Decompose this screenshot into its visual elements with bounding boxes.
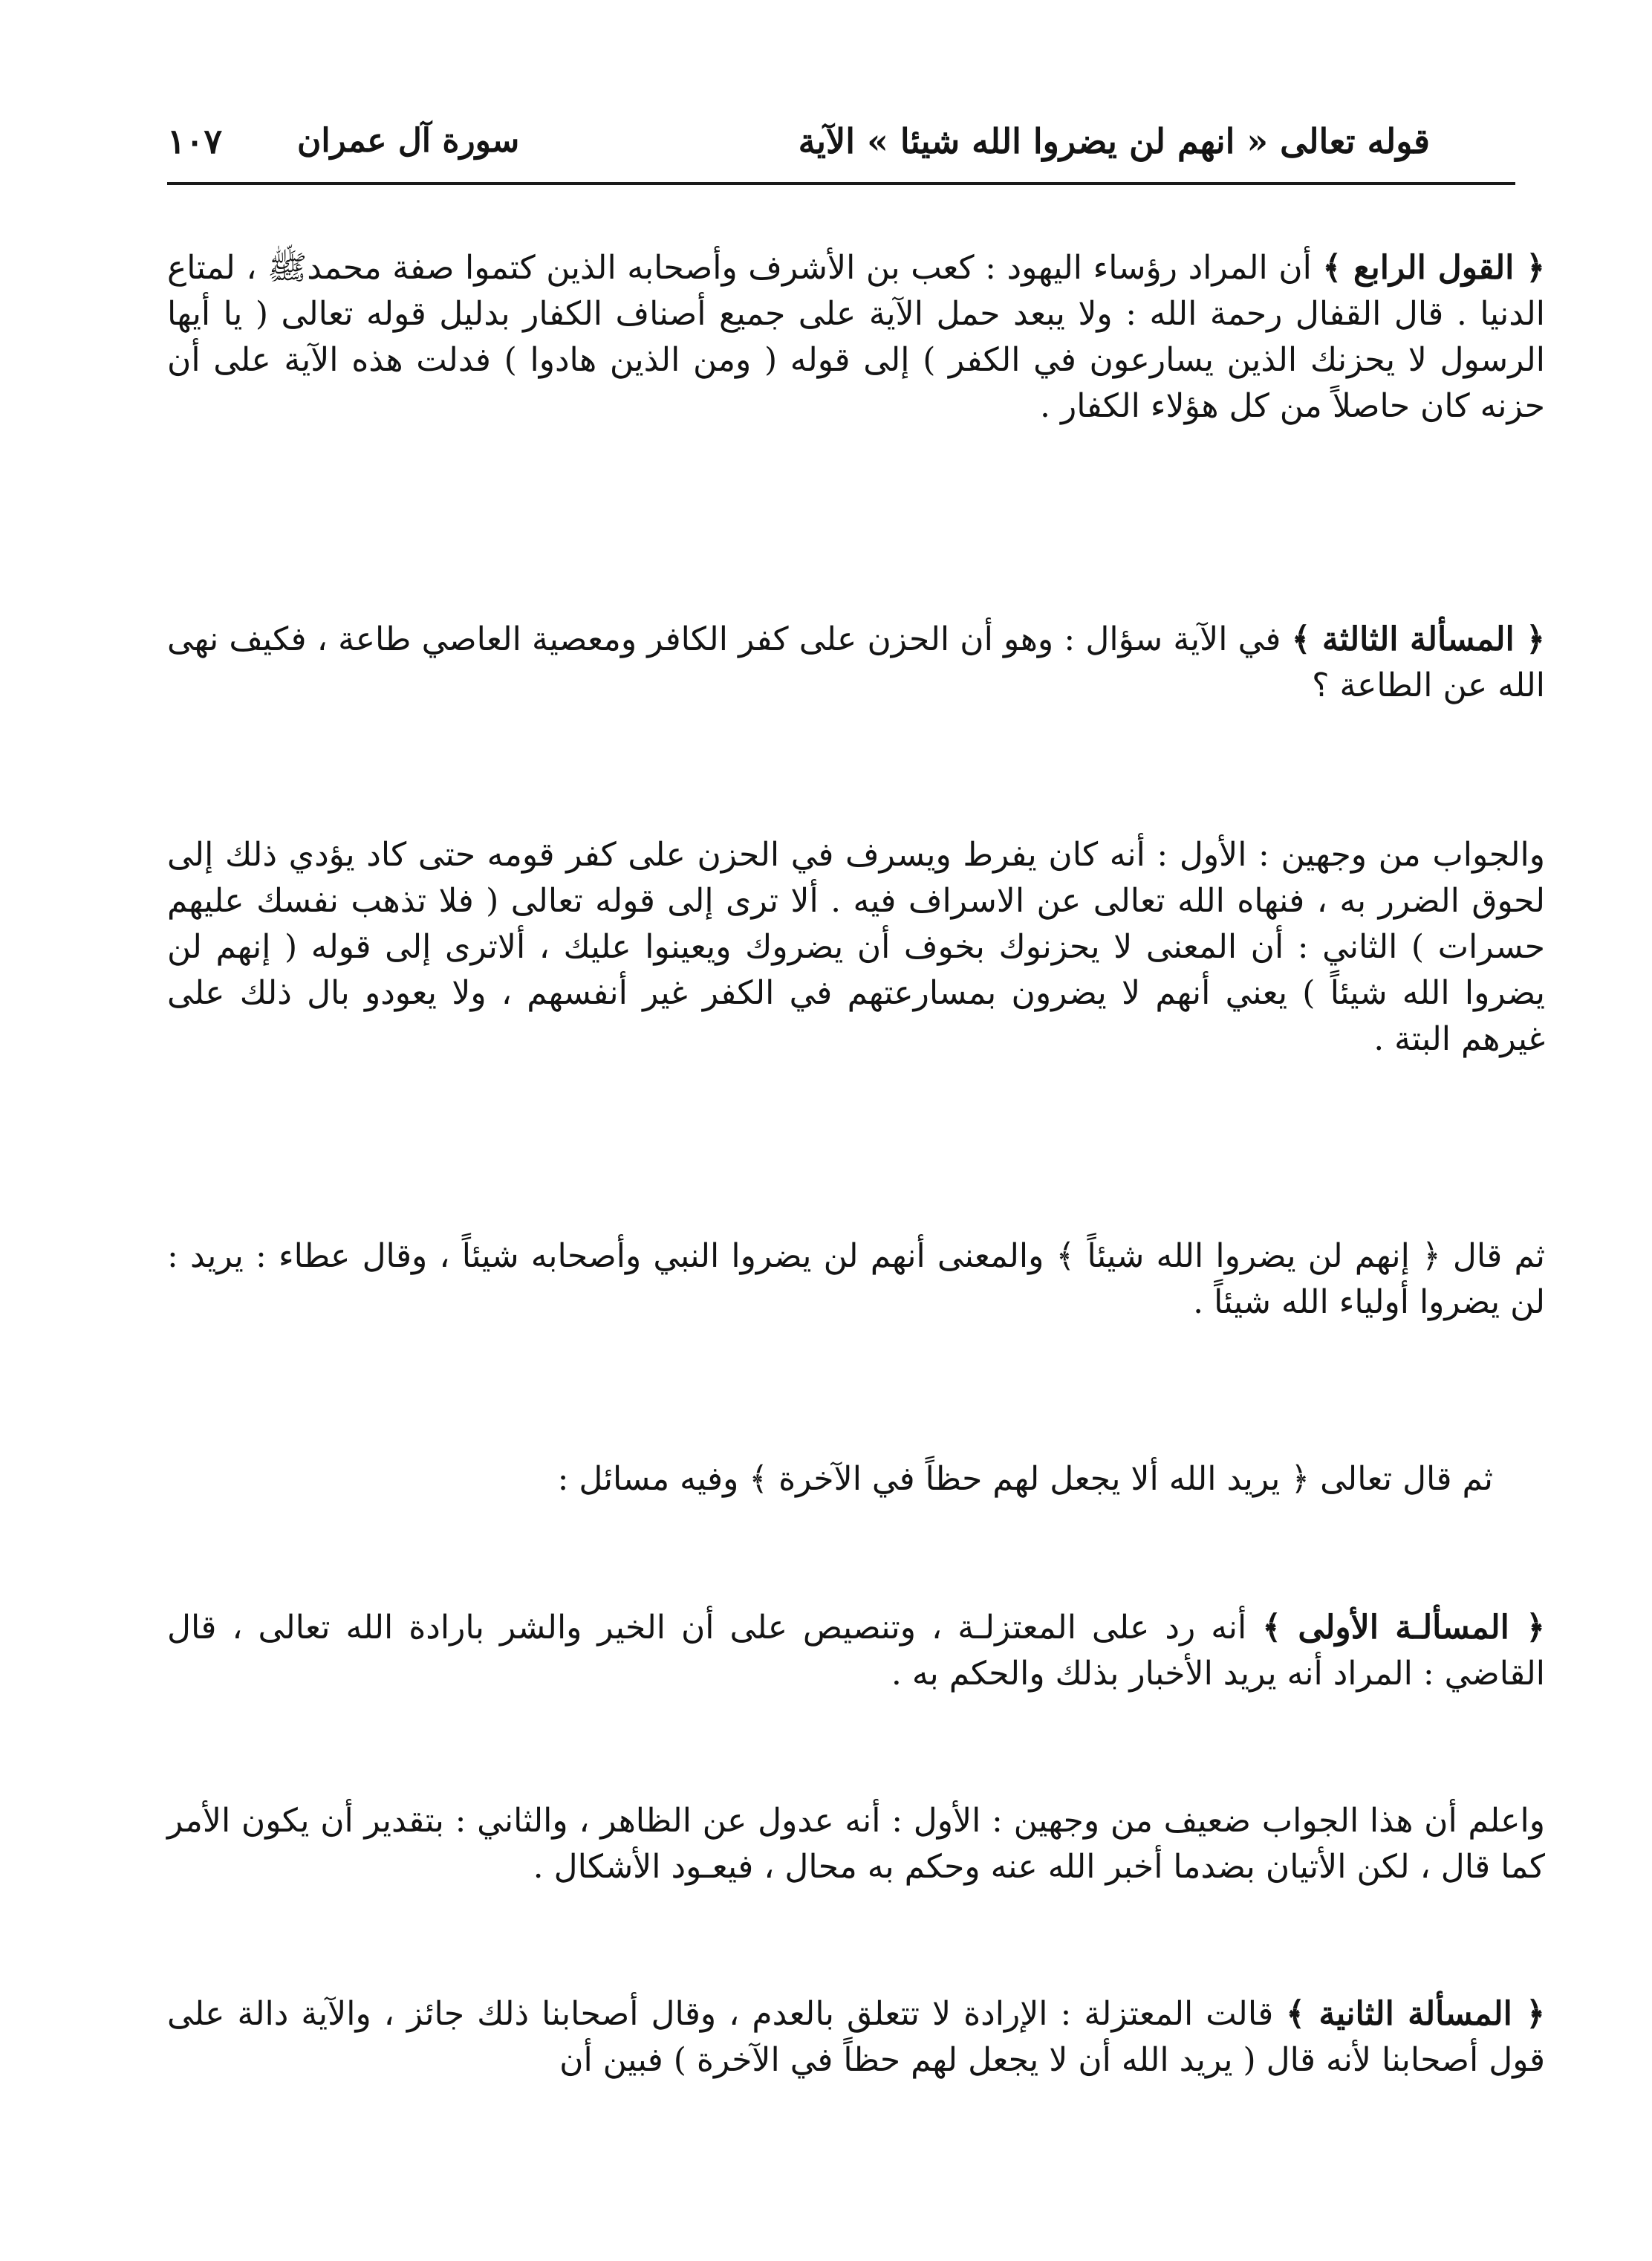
section-heading: ﴿ المسألة الثانية ﴾	[1286, 1995, 1545, 2033]
paragraph-fourth-opinion	[167, 245, 1545, 429]
paragraph-then-said	[167, 1233, 1545, 1326]
section-heading: ﴿ المسألـة الأولى ﴾	[1262, 1609, 1545, 1647]
paragraph-first-issue	[167, 1605, 1545, 1697]
paragraph-text: أن المراد رؤساء اليهود : كعب بن الأشرف وأصحابه الذين كتموا صفة محمدﷺ ، لمتاع الدنيا . قال القفال رحمة الله : ولا يبعد حمل الآية على جميع أصناف الكفار بدليل قوله تعالى ( يا أيها الرسول لا يحزنك الذين يسارعون في الكفر ) إلى قوله ( ومن الذين هادوا ) فدلت هذه الآية على أن حزنه كان حاصلاً من كل هؤلاء الكفار .	[167, 249, 1545, 425]
paragraph-text: واعلم أن هذا الجواب ضعيف من وجهين : الأول : أنه عدول عن الظاهر ، والثاني : بتقدير أن يكون الأمر كما قال ، لكن الأتيان بضدما أخبر الله عنه وحكم به محال ، فيعـود الأشكال .	[167, 1802, 1545, 1886]
paragraph-text: أنه رد على المعتزلـة ، وتنصيص على أن الخير والشر بارادة الله تعالى ، قال القاضي : المراد أنه يريد الأخبار بذلك والحكم به .	[167, 1609, 1545, 1693]
paragraph-issues-intro	[167, 1456, 1545, 1502]
paragraph-text: ثم قال ﴿ إنهم لن يضروا الله شيئاً ﴾ والمعنى أنهم لن يضروا النبي وأصحابه شيئاً ، وقال عطاء : يريد : لن يضروا أولياء الله شيئاً .	[167, 1237, 1545, 1321]
paragraph-text: والجواب من وجهين : الأول : أنه كان يفرط ويسرف في الحزن على كفر قومه حتى كاد يؤدي ذلك إلى لحوق الضرر به ، فنهاه الله تعالى عن الاسراف فيه . ألا ترى إلى قوله تعالى ( فلا تذهب نفسك عليهم حسرات ) الثاني : أن المعنى لا يحزنوك بخوف أن يضروك ويعينوا عليك ، ألاترى إلى قوله ( إنهم لن يضروا الله شيئاً ) يعني أنهم لا يضرون بمسارعتهم في الكفر غير أنفسهم ، ولا يعودو بال ذلك على غيرهم البتة .	[167, 836, 1545, 1058]
running-title: قوله تعالى « انهم لن يضروا الله شيئا » الآية	[798, 121, 1430, 161]
paragraph-text: قالت المعتزلة : الإرادة لا تتعلق بالعدم ، وقال أصحابنا ذلك جائز ، والآية دالة على قول أصحابنا لأنه قال ( يريد الله أن لا يجعل لهم حظاً في الآخرة ) فبين أن	[167, 1995, 1545, 2079]
paragraph-text: ثم قال تعالى ﴿ يريد الله ألا يجعل لهم حظاً في الآخرة ﴾ وفيه مسائل :	[557, 1460, 1493, 1498]
paragraph-third-issue	[167, 617, 1545, 709]
paragraph-know-that	[167, 1798, 1545, 1890]
paragraph-answer	[167, 832, 1545, 1063]
page-header	[167, 111, 1515, 171]
paragraph-text: في الآية سؤال : وهو أن الحزن على كفر الكافر ومعصية العاصي طاعة ، فكيف نهى الله عن الطاعة ؟	[167, 620, 1545, 704]
section-heading: ﴿ المسألة الثالثة ﴾	[1291, 620, 1545, 658]
header-rule	[167, 182, 1515, 185]
surah-name: سورة آل عمران	[297, 122, 520, 160]
section-heading: ﴿ القول الرابع ﴾	[1322, 249, 1545, 287]
paragraph-second-issue	[167, 1991, 1545, 2083]
page-number: ١٠٧	[167, 121, 223, 161]
